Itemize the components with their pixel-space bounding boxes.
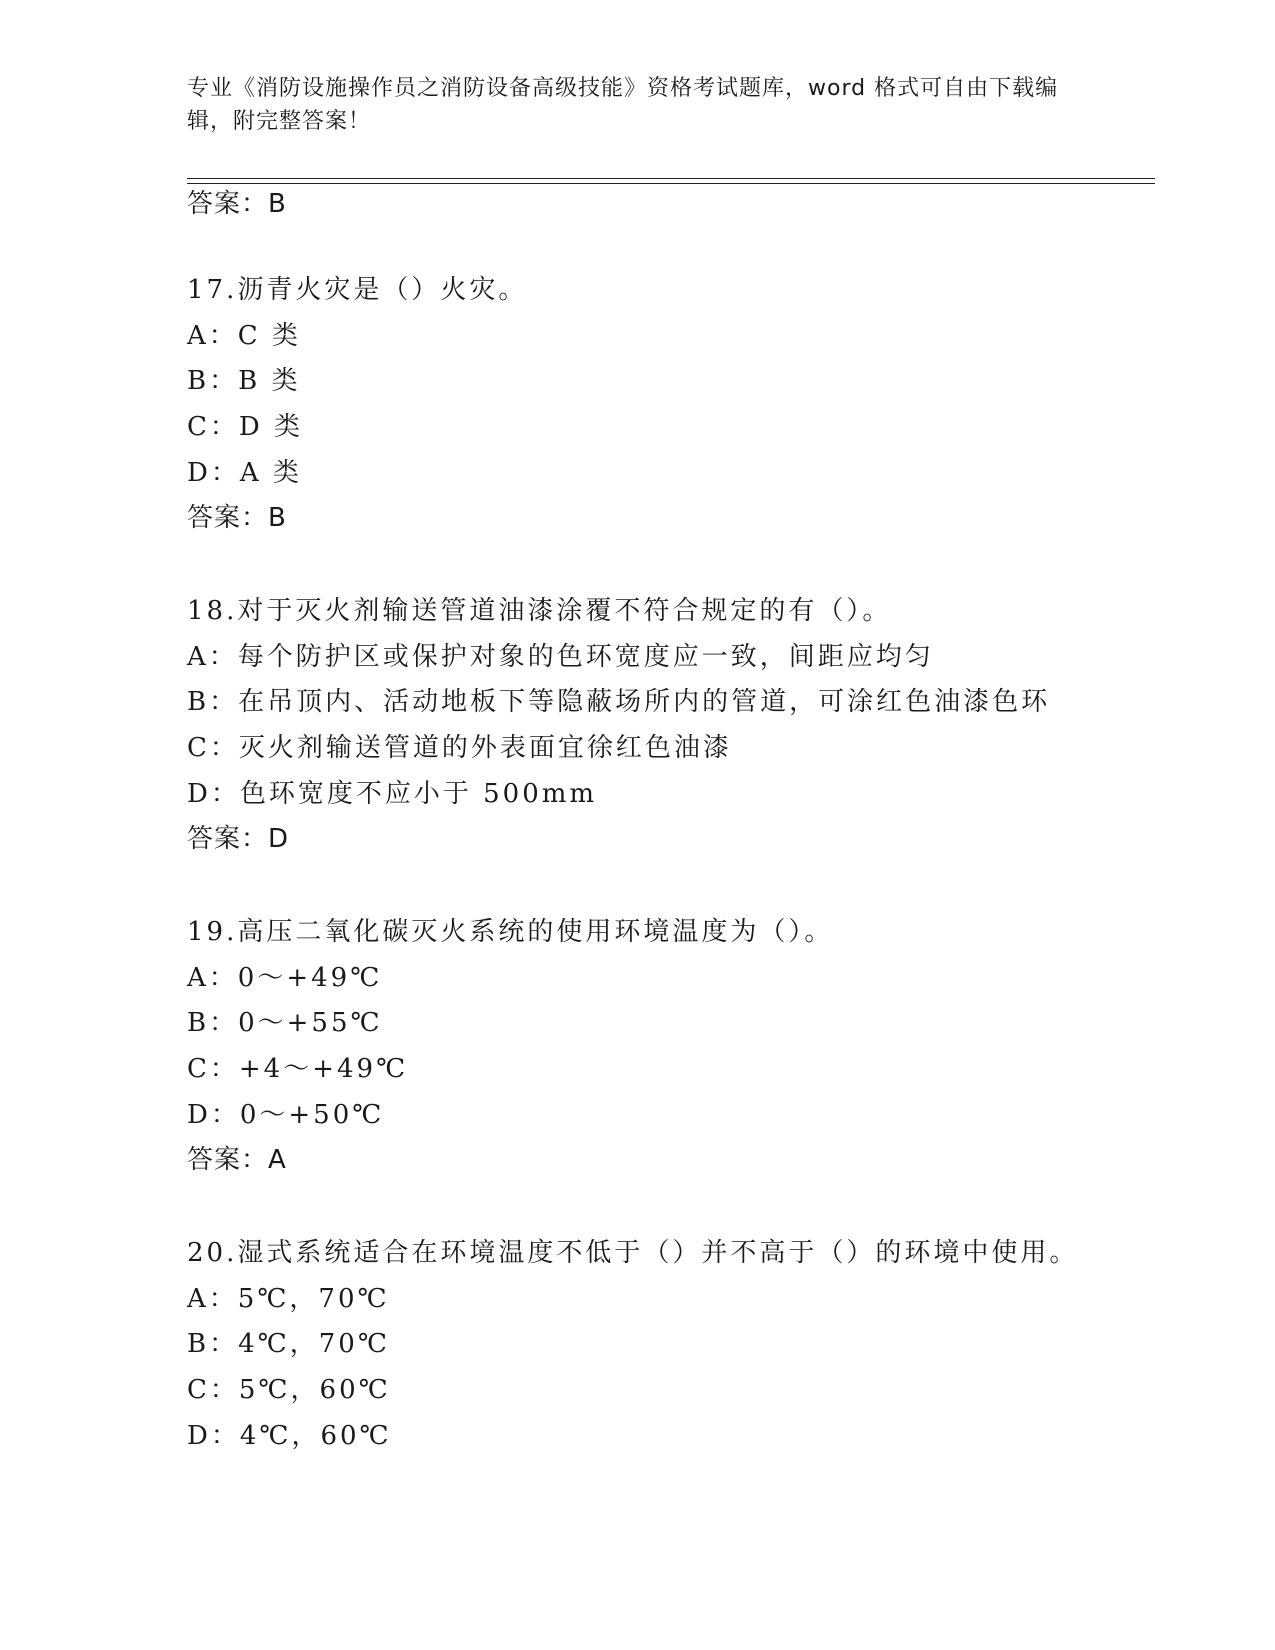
question-stem: 19.高压二氧化碳灭火系统的使用环境温度为（）。 <box>187 917 834 947</box>
question-20 <box>187 1231 1147 1459</box>
previous-question-answer: 答案：B <box>187 189 287 219</box>
option-d: D：4℃，60℃ <box>187 1420 392 1451</box>
question-answer: 答案：A <box>187 1145 287 1176</box>
option-d: D：色环宽度不应小于 500mm <box>187 778 598 809</box>
option-c: C：灭火剂输送管道的外表面宜徐红色油漆 <box>187 733 732 764</box>
option-a: A：每个防护区或保护对象的色环宽度应一致，间距应均匀 <box>187 641 934 672</box>
option-c: C：+4～+49℃ <box>187 1054 409 1085</box>
question-stem: 18.对于灭火剂输送管道油漆涂覆不符合规定的有（）。 <box>187 596 892 626</box>
option-c: C：5℃，60℃ <box>187 1375 391 1406</box>
option-a: A：5℃，70℃ <box>187 1283 390 1314</box>
question-answer: 答案：B <box>187 503 287 534</box>
header-divider-top <box>187 178 1155 179</box>
option-b: B：0～+55℃ <box>187 1008 383 1039</box>
document-header-note: 专业《消防设施操作员之消防设备高级技能》资格考试题库，word 格式可自由下载编辑，附完整答案！ <box>187 76 1059 134</box>
question-18 <box>187 589 1147 863</box>
option-a: A：0～+49℃ <box>187 962 383 993</box>
option-b: B：在吊顶内、活动地板下等隐蔽场所内的管道，可涂红色油漆色环 <box>187 687 1051 718</box>
option-b: B：4℃，70℃ <box>187 1329 390 1360</box>
option-b: B：B 类 <box>187 366 301 397</box>
option-c: C：D 类 <box>187 412 304 443</box>
question-17 <box>187 268 1147 542</box>
question-stem: 17.沥青火灾是（）火灾。 <box>187 275 528 305</box>
header-divider-bottom <box>187 183 1155 184</box>
option-d: D：0～+50℃ <box>187 1099 385 1130</box>
question-answer: 答案：D <box>187 824 290 855</box>
question-stem: 20.湿式系统适合在环境温度不低于（）并不高于（）的环境中使用。 <box>187 1238 1079 1268</box>
option-d: D：A 类 <box>187 457 302 488</box>
option-a: A：C 类 <box>187 320 301 351</box>
question-19 <box>187 910 1147 1184</box>
